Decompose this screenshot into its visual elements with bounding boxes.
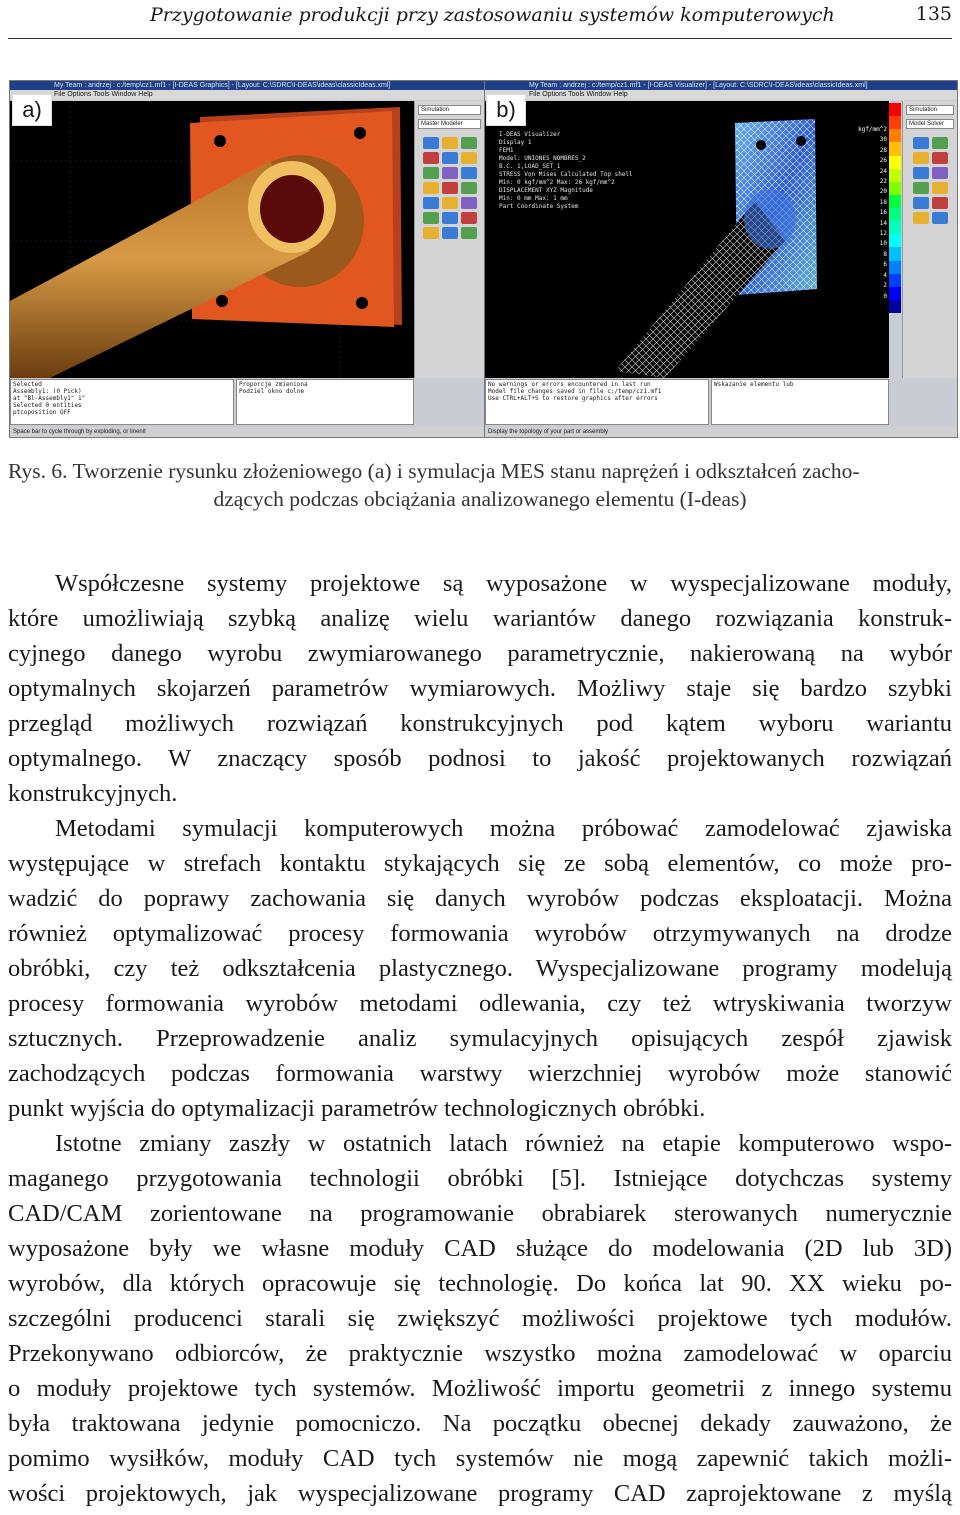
- tool-icon[interactable]: [442, 137, 458, 149]
- application-select[interactable]: Simulation: [906, 105, 954, 115]
- text-line: optymalnego. W znaczący sposób podnosi to jakość projektowanych rozwiązań: [8, 745, 952, 772]
- bolt-hole: [756, 140, 766, 150]
- message-console: [10, 379, 234, 425]
- tool-icons: [913, 137, 957, 224]
- menu-bar: File Options Tools Window Help: [10, 90, 484, 100]
- result-line: Display 1: [499, 139, 532, 146]
- tool-icon[interactable]: [442, 152, 458, 164]
- tool-icon[interactable]: [913, 212, 929, 224]
- tool-icon[interactable]: [932, 212, 948, 224]
- text-line: przegląd możliwych rozwiązań konstrukcyjnych pod kątem wyboru wariantu: [8, 710, 952, 737]
- bolt-hole: [214, 135, 226, 147]
- tool-icon[interactable]: [913, 137, 929, 149]
- text-line: szczególni producenci starali się zwiększyć możliwości projektowe tych modułów.: [8, 1305, 952, 1332]
- legend-value: 10: [879, 240, 887, 248]
- legend-value: 8: [883, 250, 887, 258]
- tool-icon[interactable]: [442, 227, 458, 239]
- tool-icon[interactable]: [423, 137, 439, 149]
- tool-icon[interactable]: [932, 182, 948, 194]
- text-line: Metodami symulacji komputerowych można próbować zamodelować zjawiska: [55, 815, 952, 842]
- text-line: była traktowana jedynie pomocniczo. Na początku obecnej dekady zauważono, że: [8, 1410, 952, 1437]
- page-number: 135: [915, 3, 952, 25]
- legend-value: 30: [879, 136, 887, 144]
- console-line: Selected 0 entities: [13, 402, 82, 409]
- tool-icon[interactable]: [461, 167, 477, 179]
- legend-value: 16: [879, 209, 887, 217]
- text-line: wości projektowych, jak wyspecjalizowane programy CAD zaprojektowane z myślą: [8, 1480, 952, 1507]
- tool-icon[interactable]: [932, 167, 948, 179]
- result-line: B.C. 1,LOAD_SET_1: [499, 163, 561, 170]
- fea-viewport: [485, 101, 889, 378]
- result-line: STRESS Von Mises Calculated Top shell: [499, 171, 633, 178]
- legend-value: 24: [879, 167, 887, 175]
- legend-value: 28: [879, 146, 887, 154]
- text-line: konstrukcyjnych.: [8, 780, 178, 807]
- status-bar: Space bar to cycle through by exploding, or linenit: [10, 427, 484, 437]
- task-select[interactable]: Model Solver: [906, 119, 954, 129]
- legend-value: 18: [879, 198, 887, 206]
- figure-b-label: b): [486, 94, 526, 126]
- assembly-3d-render: [10, 101, 414, 378]
- tool-icon[interactable]: [423, 197, 439, 209]
- text-line: obróbki, czy też odkształcenia plastycznego. Wyspecjalizowane programy modelują: [8, 955, 952, 982]
- result-line: I-DEAS Visualizer: [499, 131, 561, 138]
- tool-icon[interactable]: [461, 152, 477, 164]
- tool-icon[interactable]: [932, 152, 948, 164]
- tool-icon[interactable]: [423, 227, 439, 239]
- figure-a-screenshot: [9, 80, 485, 438]
- text-line: zachodzących podczas formowania warstwy wierzchniej wyrobów może stanowić: [8, 1060, 952, 1087]
- menu-bar: File Options Tools Window Help: [485, 90, 957, 100]
- tool-icon[interactable]: [423, 212, 439, 224]
- tool-icon[interactable]: [932, 197, 948, 209]
- tool-icon[interactable]: [913, 152, 929, 164]
- console-line: Model file changes saved in file c:/temp/cz1.mf1: [488, 388, 662, 395]
- console-line: Selected: [13, 381, 42, 388]
- text-line: cyjnego danego wyrobu zwymiarowanego parametrycznie, nakierowaną na wybór: [8, 640, 952, 667]
- tool-icon[interactable]: [461, 227, 477, 239]
- tool-icons: [423, 137, 484, 239]
- task-select[interactable]: Master Modeler: [418, 119, 481, 129]
- tool-icon[interactable]: [461, 182, 477, 194]
- tool-icon[interactable]: [913, 182, 929, 194]
- text-line: wyposażone były we własne moduły CAD służące do modelowania (2D lub 3D): [8, 1235, 952, 1262]
- caption-line: dzących podczas obciążania analizowanego elementu (I-deas): [213, 487, 747, 511]
- pipe-bore: [260, 175, 324, 243]
- text-line: występujące w strefach kontaktu stykających się ze sobą elementów, co może pro-: [8, 850, 952, 877]
- tool-icon[interactable]: [423, 167, 439, 179]
- legend-value: 26: [879, 157, 887, 165]
- results-annotation: [499, 131, 633, 211]
- console-line: No warnings or errors encountered in last run: [488, 381, 651, 388]
- text-line: punkt wyjścia do optymalizacji parametrów technologicznych obróbki.: [8, 1095, 706, 1122]
- task-panel: [902, 101, 957, 378]
- text-line: wyrobów, dla których opracowuje się technologię. Do końca lat 90. XX wieku po-: [8, 1270, 952, 1297]
- text-line: Współczesne systemy projektowe są wyposażone w wyspecjalizowane moduły,: [55, 570, 952, 597]
- tool-icon[interactable]: [932, 137, 948, 149]
- result-line: Part Coordinate System: [499, 203, 579, 210]
- bolt-hole: [356, 297, 368, 309]
- tool-icon[interactable]: [913, 197, 929, 209]
- text-line: o moduły projektowe tych systemów. Możliwość importu geometrii z innego systemu: [8, 1375, 952, 1402]
- figure-b-screenshot: [484, 80, 958, 438]
- tool-icon[interactable]: [442, 197, 458, 209]
- legend-value: 2: [883, 282, 887, 290]
- application-select[interactable]: Simulation: [418, 105, 481, 115]
- assembly-viewport: [10, 101, 414, 378]
- text-line: optymalnych skojarzeń parametrów wymiarowych. Możliwy staje się bardzo szybki: [8, 675, 952, 702]
- result-line: Min: 0 kgf/mm^2 Max: 26 kgf/mm^2: [499, 179, 615, 186]
- result-line: FEM1: [499, 147, 514, 154]
- text-line: również optymalizować procesy formowania wyrobów otrzymywanych na drodze: [8, 920, 952, 947]
- text-line: maganego przygotowania technologii obróbki [5]. Istniejące dotychczas systemy: [8, 1165, 952, 1192]
- console-line: ptcoposition OFF: [13, 409, 71, 416]
- legend-value: 20: [879, 188, 887, 196]
- text-line: CAD/CAM zorientowane na programowanie obrabiarek sterowanych numerycznie: [8, 1200, 952, 1227]
- tool-icon[interactable]: [423, 182, 439, 194]
- text-line: procesy formowania wyrobów metodami odlewania, czy też wtryskiwania tworzyw: [8, 990, 952, 1017]
- text-line: które umożliwiają szybką analizę wielu wariantów danego rozwiązania konstruk-: [8, 605, 952, 632]
- legend-value: 0: [883, 292, 887, 300]
- text-line: Istotne zmiany zaszły w ostatnich latach również na etapie komputerowo wspo-: [55, 1130, 952, 1157]
- stress-color-legend: [889, 103, 901, 313]
- running-title: Przygotowanie produkcji przy zastosowaniu systemów komputerowych: [150, 4, 835, 26]
- tool-icon[interactable]: [461, 137, 477, 149]
- fea-hotspot: [744, 189, 796, 249]
- text-line: wadzić do poprawy zachowania się danych wyrobów podczas eksploatacji. Można: [8, 885, 952, 912]
- tool-icon[interactable]: [423, 152, 439, 164]
- window-title-bar: My Team : andrzej : c:/temp\cz1.mf1 - [I-DEAS Graphics] - [Layout: C:\SDRC\I-DEAS\ideas\classicIdeas.xml]: [10, 81, 484, 90]
- legend-unit: kgf/mm^2: [858, 126, 887, 133]
- console-line: Podziel okno dolne: [239, 388, 305, 395]
- text-line: Przekonywano odbiorców, że praktycznie wszystko można zamodelować w oparciu: [8, 1340, 952, 1367]
- console-line: Wskazanie elementu lub: [714, 381, 794, 388]
- legend-value: 22: [879, 178, 887, 186]
- text-line: sztucznych. Przeprowadzenie analiz symulacyjnych opisujących zespół zjawisk: [8, 1025, 952, 1052]
- status-bar: Display the topology of your part or assembly: [485, 427, 957, 437]
- task-panel: [414, 101, 484, 378]
- legend-value: 14: [879, 219, 887, 227]
- tool-icon[interactable]: [442, 167, 458, 179]
- bolt-hole: [216, 295, 228, 307]
- body-text: [8, 566, 952, 1511]
- figure-a-label: a): [12, 94, 52, 126]
- tool-icon[interactable]: [442, 182, 458, 194]
- caption-line: Rys. 6. Tworzenie rysunku złożeniowego (a) i symulacja MES stanu naprężeń i odkształceń zacho-: [8, 459, 860, 483]
- console-line: Assembly1: (0 Pick): [13, 388, 82, 395]
- text-line: pomimo wysiłków, moduły CAD tych systemów nie mogą zapewnić takich możli-: [8, 1445, 952, 1472]
- window-title-bar: My Team : andrzej : c:/temp/cz1.mf1 - [I-DEAS Visualizer] - [Layout: C:\SDRC\I-DEAS\ideas\classicIdeas.xml]: [485, 81, 957, 90]
- result-line: Model: UNIONES_NOMBRES_2: [499, 155, 586, 162]
- console-line: Proporcje zmieniona: [239, 381, 308, 388]
- prompt-console: [711, 379, 889, 425]
- result-line: Min: 0 mm Max: 1 mm: [499, 195, 568, 202]
- bolt-hole: [354, 127, 366, 139]
- tool-icon[interactable]: [442, 212, 458, 224]
- figure-caption: [8, 457, 952, 513]
- legend-value: 12: [879, 230, 887, 238]
- legend-value: 6: [883, 261, 887, 269]
- legend-value: 4: [883, 271, 887, 279]
- console-line: at "Bl-Assembly1" 1": [13, 395, 86, 402]
- result-line: DISPLACEMENT XYZ Magnitude: [499, 187, 593, 194]
- page-header: [8, 0, 952, 39]
- console-line: Use CTRL+ALT+S to restore graphics after errors: [488, 395, 658, 402]
- bolt-hole: [796, 136, 806, 146]
- tool-icon[interactable]: [461, 197, 477, 209]
- tool-icon[interactable]: [913, 167, 929, 179]
- legend-labels: [827, 125, 887, 302]
- prompt-console: [236, 379, 414, 425]
- message-console: [485, 379, 709, 425]
- tool-icon[interactable]: [461, 212, 477, 224]
